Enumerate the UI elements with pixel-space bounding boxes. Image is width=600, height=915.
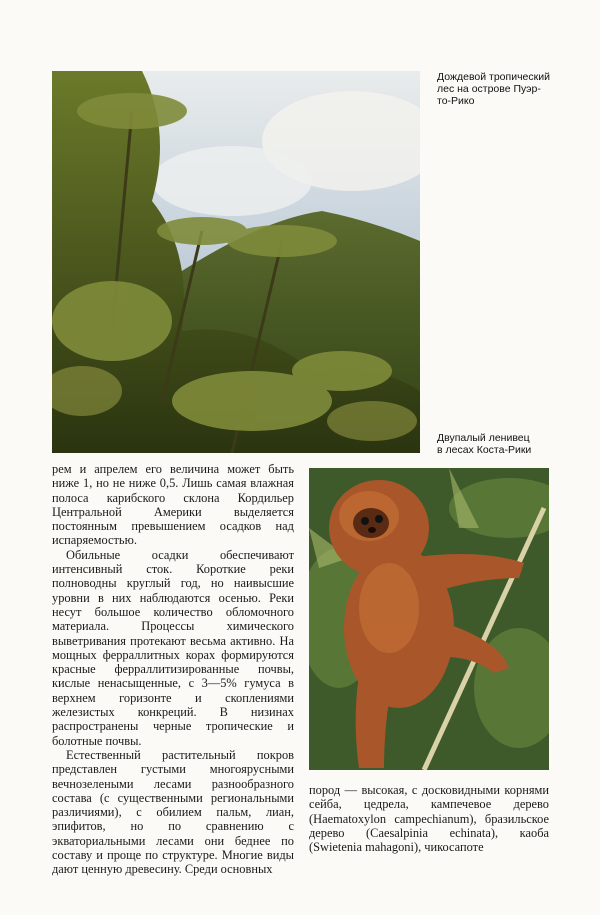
paragraph: Обильные осадки обеспечивают интенсивный сток. Короткие реки полноводны круглый год, но наивысшие уровни в них наблюдаются осенью. Реки несут большое количество обломочного материала. Процессы химического выветривания протекают весьма активно. На мощных ферраллитных корах формируются красные ферраллитизированные почвы, кислые ненасыщенные, с 3—5% гумуса в верхнем горизонте и скоплениями железистых конкреций. В низинах распространены черные тропические и болотные почвы. bbox=[52, 547, 294, 748]
main-text-left-column bbox=[52, 462, 294, 877]
forest-photo-caption: Дождевой тропический лес на острове Пуэр- то-Рико bbox=[437, 71, 550, 107]
paragraph: пород — высокая, с досковидными корнями сейба, цедрела, кампечевое дерево (Haematoxylon campechianum), бразильское дерево (Caesalpinia echinata), каоба (Swietenia mahagoni), чикосапоте bbox=[309, 783, 549, 855]
paragraph: рем и апрелем его величина может быть ниже 1, но не ниже 0,5. Лишь самая влажная полоса карибского склона Кордильер Центральной Америки выделяется постоянным превышением осадков над испаряемостью. bbox=[52, 462, 294, 548]
rainforest-photo bbox=[52, 71, 420, 453]
paragraph: Естественный растительный покров представлен густыми многоярусными вечнозелеными лесами разнообразного состава (с существенными региональными различиями), с обилием пальм, лиан, эпифитов, но по сравнению с экваториальными лесами они беднее по составу и проще по структуре. Многие виды дают ценную древесину. Среди основных bbox=[52, 747, 294, 877]
sloth-photo bbox=[309, 468, 549, 770]
main-text-right-column bbox=[309, 783, 549, 854]
sloth-photo-caption: Двупалый ленивец в лесах Коста-Рики bbox=[437, 432, 532, 456]
